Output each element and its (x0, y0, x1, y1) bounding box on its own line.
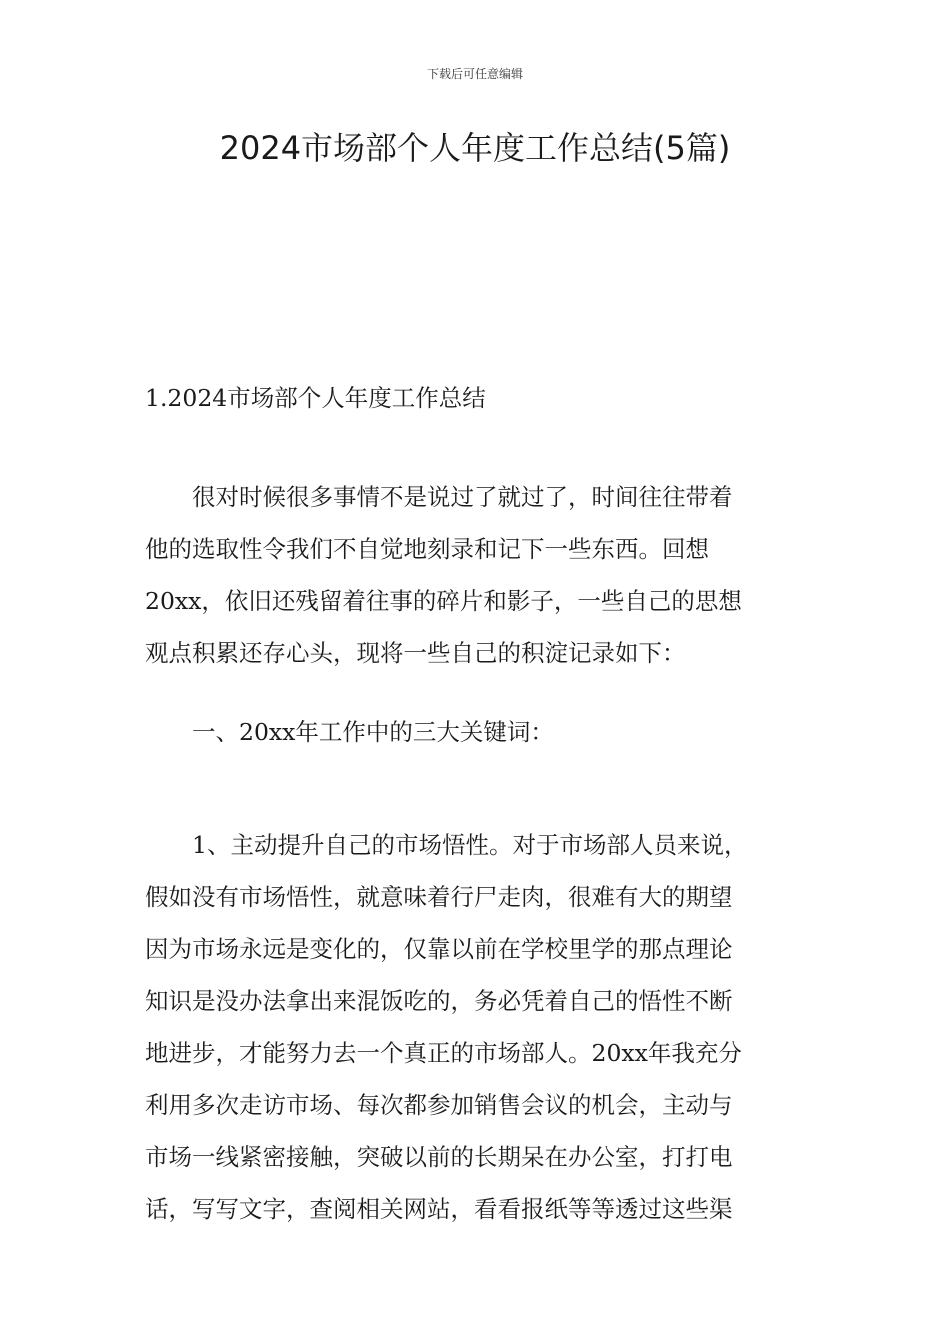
paragraph-line: 假如没有市场悟性，就意味着行尸走肉，很难有大的期望 (145, 883, 733, 911)
subsection-heading: 一、20xx年工作中的三大关键词： (192, 718, 554, 746)
paragraph-line: 知识是没办法拿出来混饭吃的，务必凭着自己的悟性不断 (145, 987, 733, 1015)
paragraph-line: 很对时候很多事情不是说过了就过了，时间往往带着 (192, 483, 733, 511)
paragraph-intro (145, 478, 807, 673)
paragraph-line: 1、主动提升自己的市场悟性。对于市场部人员来说， (192, 831, 748, 859)
paragraph-line: 因为市场永远是变化的，仅靠以前在学校里学的那点理论 (145, 935, 733, 963)
paragraph-line: 他的选取性令我们不自觉地刻录和记下一些东西。回想 (145, 535, 709, 563)
page-header-note: 下载后可任意编辑 (426, 67, 523, 81)
paragraph-line: 市场一线紧密接触，突破以前的长期呆在办公室，打打电 (145, 1143, 733, 1171)
paragraph-line: 利用多次走访市场、每次都参加销售会议的机会，主动与 (145, 1091, 733, 1119)
paragraph-line: 20xx，依旧还残留着往事的碎片和影子，一些自己的思想 (145, 587, 742, 615)
paragraph-keyword-1 (145, 826, 807, 1229)
document-title: 2024市场部个人年度工作总结(5篇) (219, 129, 731, 167)
paragraph-line: 地进步，才能努力去一个真正的市场部人。20xx年我充分 (145, 1039, 742, 1067)
section-heading: 1.2024市场部个人年度工作总结 (145, 384, 486, 412)
paragraph-line: 话，写写文字，查阅相关网站，看看报纸等等透过这些渠 (145, 1195, 733, 1223)
paragraph-line: 观点积累还存心头，现将一些自己的积淀记录如下： (145, 639, 686, 667)
